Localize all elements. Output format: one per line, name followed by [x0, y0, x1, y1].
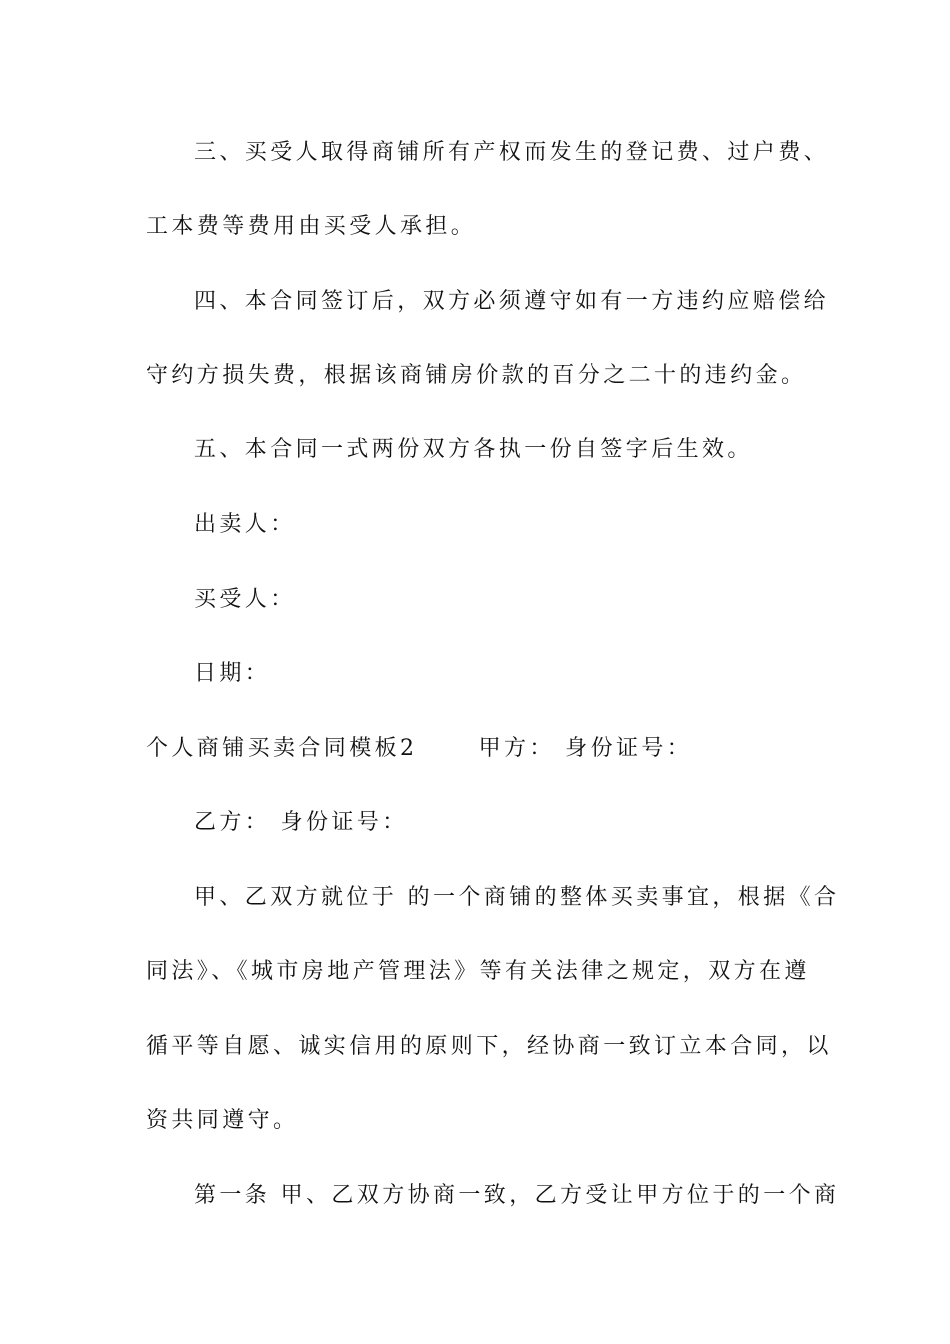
clause-5-line: 五、本合同一式两份双方各执一份自签字后生效。: [194, 437, 753, 462]
template-2-heading: 个人商铺买卖合同模板2 甲方： 身份证号：: [146, 736, 693, 761]
article-1-line-1: 第一条 甲、乙双方协商一致，乙方受让甲方位于的一个商: [194, 1183, 840, 1208]
party-b-line: 乙方： 身份证号：: [194, 810, 408, 835]
clause-3-line-1: 三、买受人取得商铺所有产权而发生的登记费、过户费、: [194, 140, 830, 165]
clause-4-line-2: 守约方损失费，根据该商铺房价款的百分之二十的违约金。: [146, 363, 807, 388]
date-label: 日期：: [194, 661, 271, 686]
seller-signature-label: 出卖人：: [194, 512, 296, 537]
buyer-signature-label: 买受人：: [194, 587, 296, 612]
preamble-line-3: 循平等自愿、诚实信用的原则下，经协商一致订立本合同，以: [146, 1034, 832, 1059]
clause-3-line-2: 工本费等费用由买受人承担。: [146, 214, 477, 239]
preamble-line-1: 甲、乙双方就位于 的一个商铺的整体买卖事宜，根据《合: [194, 885, 840, 910]
preamble-line-2: 同法》、《城市房地产管理法》等有关法律之规定，双方在遵: [146, 959, 810, 984]
preamble-line-4: 资共同遵守。: [146, 1108, 299, 1133]
clause-4-line-1: 四、本合同签订后，双方必须遵守如有一方违约应赔偿给: [194, 289, 830, 314]
